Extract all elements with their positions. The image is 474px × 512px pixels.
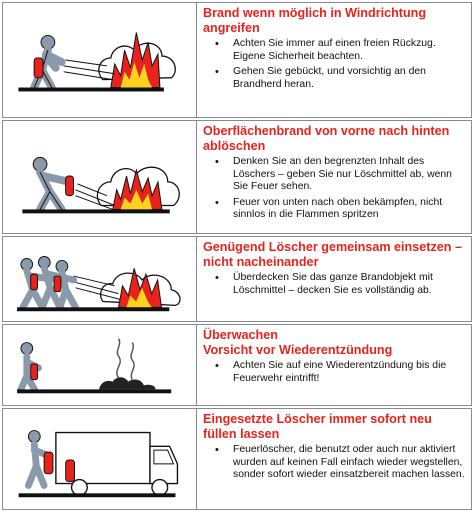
firefighter-surface-fire-icon <box>3 121 196 233</box>
instruction-title: Eingesetzte Löscher immer sofort neu füllen lassen <box>203 412 432 441</box>
instruction-bullet: • Überdecken Sie das ganze Brandobjekt mit Löschmittel – decken Sie es vollständig ab. <box>203 272 465 297</box>
pictogram-refill-extinguishers <box>3 409 197 509</box>
instruction-bullet: • Achten Sie immer auf einen freien Rückzug. Eigene Sicherheit beachten. <box>203 38 465 63</box>
instruction-title: Oberflächenbrand von vorne nach hinten ablöschen <box>203 124 450 153</box>
instruction-bullet: • Achten Sie auf eine Wiederentzündung bis die Feuerwehr eintrifft! <box>203 360 465 385</box>
instruction-row-wind-direction <box>2 2 472 118</box>
instruction-bullet-list <box>203 38 465 91</box>
firefighter-attack-with-wind-icon <box>3 3 196 117</box>
instruction-row-surface-fire <box>2 120 472 234</box>
pictogram-surface-fire <box>3 121 197 233</box>
instruction-text-monitor-reignition <box>197 325 471 405</box>
instruction-title: Überwachen Vorsicht vor Wiederentzündung <box>203 328 393 357</box>
pictogram-multiple-extinguishers <box>3 237 197 321</box>
pictogram-wind-direction <box>3 3 197 117</box>
instruction-bullet: • Gehen Sie gebückt, und vorsichtig an den Brandherd heran. <box>203 66 465 91</box>
instruction-bullet: • Denken Sie an den begrenzten Inhalt des Löschers – geben Sie nur Löschmittel ab, wenn Sie Feuer sehen. <box>203 156 465 194</box>
instruction-title: Brand wenn möglich in Windrichtung angreifen <box>203 6 427 35</box>
extinguisher-refill-van-icon <box>3 409 196 509</box>
instruction-bullet-list <box>203 156 465 222</box>
pictogram-monitor-reignition <box>3 325 197 405</box>
instruction-bullet-list <box>203 360 465 385</box>
instruction-text-wind-direction <box>197 3 471 117</box>
instruction-bullet: • Feuer von unten nach oben bekämpfen, nicht sinnlos in die Flammen spritzen <box>203 197 465 222</box>
firefighter-monitoring-embers-icon <box>3 325 196 405</box>
instruction-bullet: • Feuerlöscher, die benutzt oder auch nur aktiviert wurden auf keinen Fall einfach wieder wegstellen, sonder sofort wieder einsatzbereit machen lassen. <box>203 444 465 482</box>
instruction-row-refill-extinguishers <box>2 408 472 510</box>
instruction-text-surface-fire <box>197 121 471 233</box>
instruction-title: Genügend Löscher gemeinsam einsetzen – nicht nacheinander <box>203 240 462 269</box>
instruction-bullet-list <box>203 272 465 297</box>
instruction-text-multiple-extinguishers <box>197 237 471 321</box>
instruction-row-multiple-extinguishers <box>2 236 472 322</box>
instruction-bullet-list <box>203 444 465 482</box>
firefighters-team-extinguishing-icon <box>3 237 196 321</box>
instruction-text-refill-extinguishers <box>197 409 471 509</box>
instruction-row-monitor-reignition <box>2 324 472 406</box>
